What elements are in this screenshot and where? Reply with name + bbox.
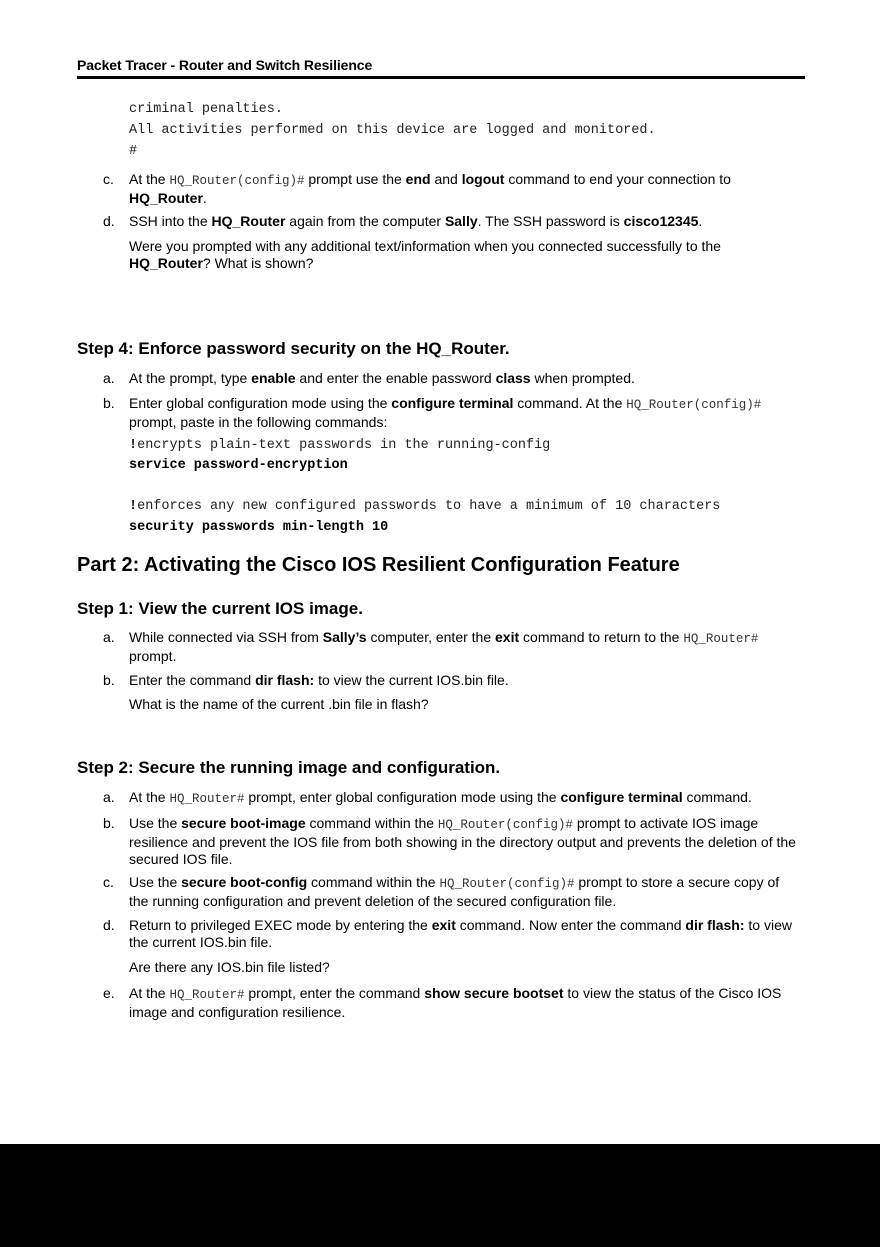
step-heading: Step 1: View the current IOS image.	[77, 599, 363, 618]
prompt-code: HQ_Router(config)#	[437, 818, 573, 832]
list-item-text	[129, 629, 799, 665]
text: prompt use the	[304, 171, 406, 187]
text: Use the	[129, 815, 182, 831]
code-command: service password-encryption	[129, 458, 348, 473]
comment-bang: !	[129, 438, 138, 453]
list-marker: a.	[103, 789, 115, 805]
page-header-title: Packet Tracer - Router and Switch Resilience	[77, 57, 373, 73]
command-bold: exit	[495, 629, 520, 645]
text: While connected via SSH from	[129, 629, 323, 645]
list-item-text	[129, 213, 799, 230]
text: prompt, enter global configuration mode using the	[244, 789, 561, 805]
text: At the	[129, 789, 170, 805]
text: command. At the	[513, 395, 627, 411]
text: ? What is shown?	[202, 255, 314, 271]
text: command. Now enter the command	[455, 917, 686, 933]
prompt-code: HQ_Router(config)#	[439, 877, 575, 891]
prompt-code: HQ_Router(config)#	[169, 174, 305, 188]
prompt-code: HQ_Router#	[683, 632, 759, 646]
bottom-black-band	[0, 1144, 880, 1247]
text: prompt to store a secure copy of the running configuration and prevent deletion of the secured configuration file.	[129, 874, 780, 909]
command-bold: configure terminal	[560, 789, 683, 805]
command-bold: enable	[251, 370, 296, 386]
device-name-bold: HQ_Router	[211, 213, 286, 229]
text: encrypts plain-text passwords in the running-config	[137, 438, 551, 453]
text: Enter global configuration mode using the	[129, 395, 392, 411]
question-text: Are there any IOS.bin file listed?	[129, 959, 330, 975]
command-bold: exit	[431, 917, 456, 933]
text: At the	[129, 985, 170, 1001]
text: command within the	[305, 815, 438, 831]
list-marker: a.	[103, 629, 115, 645]
list-marker: d.	[103, 213, 115, 229]
computer-name-bold: Sally	[444, 213, 478, 229]
device-name-bold: HQ_Router	[129, 255, 203, 271]
code-comment	[129, 499, 720, 514]
text: enforces any new configured passwords to have a minimum of 10 characters	[137, 499, 721, 514]
list-item-text	[129, 985, 799, 1021]
text: prompt.	[129, 648, 177, 664]
step-heading: Step 2: Secure the running image and configuration.	[77, 758, 501, 777]
prompt-code: HQ_Router#	[169, 792, 245, 806]
header-divider	[77, 76, 805, 79]
code-line: criminal penalties.	[129, 102, 283, 117]
text: prompt, enter the command	[244, 985, 425, 1001]
list-item-text	[129, 789, 799, 808]
command-bold: dir flash:	[685, 917, 745, 933]
text: and enter the enable password	[295, 370, 496, 386]
text: command to end your connection to	[504, 171, 731, 187]
question-text: What is the name of the current .bin file in flash?	[129, 696, 429, 712]
command-bold: configure terminal	[391, 395, 514, 411]
text: Return to privileged EXEC mode by entering the	[129, 917, 432, 933]
code-command: security passwords min-length 10	[129, 520, 389, 535]
text: . The SSH password is	[477, 213, 624, 229]
text: At the	[129, 171, 170, 187]
text: command.	[682, 789, 752, 805]
password-bold: cisco12345	[623, 213, 699, 229]
step-heading: Step 4: Enforce password security on the HQ_Router.	[77, 339, 510, 358]
text: Enter the command	[129, 672, 256, 688]
text: command to return to the	[519, 629, 684, 645]
list-marker: a.	[103, 370, 115, 386]
list-item-text	[129, 395, 799, 431]
command-bold: secure boot-config	[181, 874, 308, 890]
list-item-text	[129, 672, 799, 689]
text: .	[202, 190, 207, 206]
list-marker: e.	[103, 985, 115, 1001]
list-item-text	[129, 874, 799, 910]
question-text	[129, 238, 799, 272]
list-marker: b.	[103, 815, 115, 831]
text: At the prompt, type	[129, 370, 252, 386]
prompt-code: HQ_Router(config)#	[626, 398, 762, 412]
text: again from the computer	[285, 213, 445, 229]
text: computer, enter the	[366, 629, 496, 645]
text: SSH into the	[129, 213, 212, 229]
text: to view the current IOS.bin file.	[129, 917, 792, 950]
text: and	[430, 171, 462, 187]
text: to view the status of the Cisco IOS image and configuration resilience.	[129, 985, 782, 1020]
list-marker: c.	[103, 171, 114, 187]
text: when prompted.	[530, 370, 635, 386]
code-line: #	[129, 144, 138, 159]
text: prompt to activate IOS image resilience and prevent the IOS file from both showing in the directory output and prevents the deletion of the secured IOS file.	[129, 815, 796, 867]
command-bold: secure boot-image	[181, 815, 306, 831]
part-heading: Part 2: Activating the Cisco IOS Resilient Configuration Feature	[77, 554, 680, 576]
list-marker: d.	[103, 917, 115, 933]
list-item-text	[129, 917, 799, 951]
text: to view the current IOS.bin file.	[314, 672, 509, 688]
comment-bang: !	[129, 499, 138, 514]
computer-name-bold: Sally’s	[322, 629, 367, 645]
command-bold: show secure bootset	[424, 985, 564, 1001]
text: command within the	[307, 874, 440, 890]
list-item-text	[129, 370, 799, 387]
prompt-code: HQ_Router#	[169, 988, 245, 1002]
list-marker: b.	[103, 395, 115, 411]
text: .	[698, 213, 703, 229]
command-bold: dir flash:	[255, 672, 315, 688]
text: Were you prompted with any additional text/information when you connected successfully to the	[129, 238, 721, 254]
list-marker: b.	[103, 672, 115, 688]
command-bold: end	[405, 171, 431, 187]
code-line: All activities performed on this device are logged and monitored.	[129, 123, 656, 138]
text: Use the	[129, 874, 182, 890]
list-item-text	[129, 815, 799, 868]
password-bold: class	[495, 370, 531, 386]
list-item-text	[129, 171, 799, 207]
device-name-bold: HQ_Router	[129, 190, 203, 206]
list-marker: c.	[103, 874, 114, 890]
text: prompt, paste in the following commands:	[129, 414, 388, 430]
command-bold: logout	[461, 171, 505, 187]
code-comment	[129, 438, 550, 453]
